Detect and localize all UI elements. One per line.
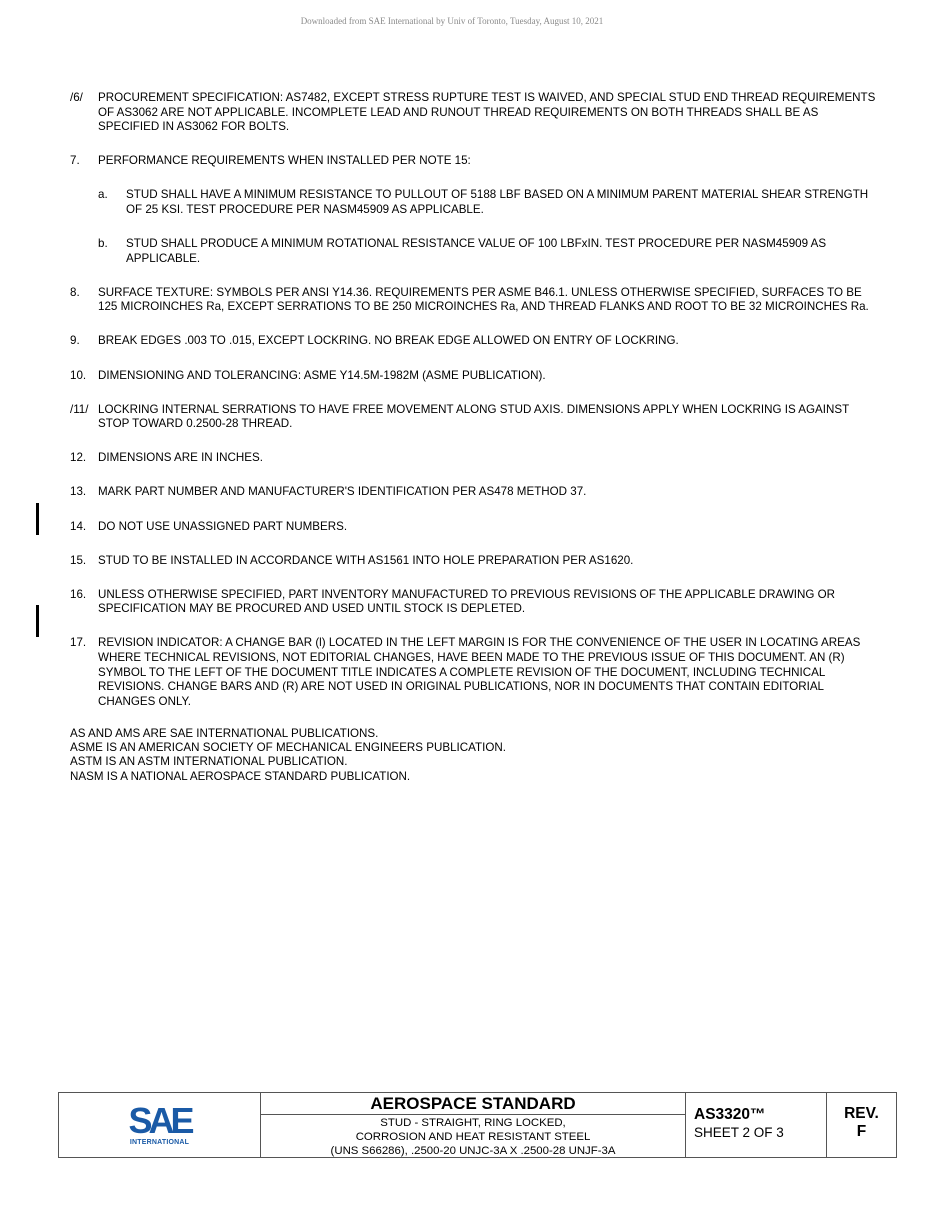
note-7: [70, 154, 880, 266]
note-text: DIMENSIONS ARE IN INCHES.: [98, 451, 263, 465]
download-watermark: Downloaded from SAE International by Univ of Toronto, Tuesday, August 10, 2021: [300, 16, 604, 26]
note-7a: [98, 188, 880, 217]
revision-cell: [827, 1093, 896, 1157]
note-text: DIMENSIONING AND TOLERANCING: ASME Y14.5M-1982M (ASME PUBLICATION).: [98, 368, 546, 382]
note-text: BREAK EDGES .003 TO .015, EXCEPT LOCKRING. NO BREAK EDGE ALLOWED ON ENTRY OF LOCKRING.: [98, 334, 679, 348]
note-13: [70, 485, 880, 500]
description-line: STUD - STRAIGHT, RING LOCKED,: [380, 1117, 566, 1129]
notes-section: [70, 91, 880, 784]
note-text: STUD TO BE INSTALLED IN ACCORDANCE WITH AS1561 INTO HOLE PREPARATION PER AS1620.: [98, 553, 634, 567]
revision-value: F: [856, 1123, 867, 1140]
document-number-cell: [686, 1093, 827, 1157]
title-cell: [261, 1093, 686, 1157]
publication-references: [70, 727, 880, 784]
sae-logo-letters: SAE: [128, 1100, 191, 1141]
note-7b: [98, 237, 880, 266]
document-number: AS3320™: [694, 1106, 766, 1123]
note-8: [70, 286, 880, 315]
note-number: /11/: [70, 402, 89, 416]
note-text: PERFORMANCE REQUIREMENTS WHEN INSTALLED PER NOTE 15:: [98, 154, 471, 168]
note-6: [70, 91, 880, 135]
note-15: [70, 554, 880, 569]
note-number: 9.: [70, 334, 80, 348]
note-number: 7.: [70, 154, 80, 168]
note-12: [70, 451, 880, 466]
note-text: LOCKRING INTERNAL SERRATIONS TO HAVE FREE MOVEMENT ALONG STUD AXIS. DIMENSIONS APPLY WHEN LOCKRING IS AGAINST STOP TOWARD 0.2500-28 THREAD.: [98, 402, 849, 431]
sae-logo: [59, 1093, 261, 1157]
note-number: 17.: [70, 636, 87, 650]
subnote-letter: a.: [98, 188, 108, 202]
note-text: UNLESS OTHERWISE SPECIFIED, PART INVENTORY MANUFACTURED TO PREVIOUS REVISIONS OF THE APPLICABLE DRAWING OR SPECIFICATION MAY BE PROCURED AND USED UNTIL STOCK IS DEPLETED.: [98, 587, 836, 616]
sheet-number: SHEET 2 OF 3: [694, 1125, 784, 1140]
reference-line: NASM IS A NATIONAL AEROSPACE STANDARD PUBLICATION.: [70, 769, 411, 783]
subnote-text: STUD SHALL PRODUCE A MINIMUM ROTATIONAL RESISTANCE VALUE OF 100 LBFxIN. TEST PROCEDURE PER NASM45909 AS APPLICABLE.: [126, 237, 827, 265]
note-11: [70, 403, 880, 432]
note-number: 8.: [70, 285, 80, 299]
revision-label: REV.: [844, 1105, 879, 1122]
note-text: SURFACE TEXTURE: SYMBOLS PER ANSI Y14.36. REQUIREMENTS PER ASME B46.1. UNLESS OTHERWISE SPECIFIED, SURFACES TO BE 125 MICROINCHES Ra, EXCEPT SERRATIONS TO BE 250 MICROINCHES Ra, AND THREAD FLANKS AND ROOT TO BE 32 MICROINCHES Ra.: [98, 285, 869, 314]
note-9: [70, 334, 880, 349]
note-number: 15.: [70, 553, 87, 567]
description-line: CORROSION AND HEAT RESISTANT STEEL: [355, 1131, 591, 1143]
subnote-letter: b.: [98, 237, 108, 251]
description-line: (UNS S66286), .2500-20 UNJC-3A X .2500-28 UNJF-3A: [330, 1145, 616, 1157]
note-text: MARK PART NUMBER AND MANUFACTURER'S IDENTIFICATION PER AS478 METHOD 37.: [98, 485, 587, 499]
note-number: 13.: [70, 485, 87, 499]
note-number: 12.: [70, 451, 87, 465]
note-14: [70, 520, 880, 535]
note-number: /6/: [70, 91, 83, 104]
reference-line: ASME IS AN AMERICAN SOCIETY OF MECHANICAL ENGINEERS PUBLICATION.: [70, 741, 506, 755]
note-text: PROCUREMENT SPECIFICATION: AS7482, EXCEPT STRESS RUPTURE TEST IS WAIVED, AND SPECIAL STUD END THREAD REQUIREMENTS OF AS3062 ARE NOT APPLICABLE. INCOMPLETE LEAD AND RUNOUT THREAD REQUIREMENTS ON BOTH THREADS SHALL BE AS SPECIFIED IN AS3062 FOR BOLTS.: [98, 91, 876, 134]
change-bar-note-13: [36, 503, 39, 535]
reference-line: ASTM IS AN ASTM INTERNATIONAL PUBLICATION.: [70, 755, 348, 769]
note-10: [70, 369, 880, 384]
note-number: 16.: [70, 587, 87, 601]
note-number: 14.: [70, 519, 87, 533]
subnote-text: STUD SHALL HAVE A MINIMUM RESISTANCE TO PULLOUT OF 5188 LBF BASED ON A MINIMUM PARENT MATERIAL SHEAR STRENGTH OF 25 KSI. TEST PROCEDURE PER NASM45909 AS APPLICABLE.: [126, 188, 869, 216]
note-17: [70, 636, 880, 709]
note-text: DO NOT USE UNASSIGNED PART NUMBERS.: [98, 519, 348, 533]
change-bar-note-16: [36, 605, 39, 637]
note-number: 10.: [70, 368, 87, 382]
sae-logo-subtitle: INTERNATIONAL: [129, 1139, 190, 1146]
part-description: [261, 1115, 685, 1158]
title-block: [58, 1092, 897, 1158]
note-text: REVISION INDICATOR: A CHANGE BAR (l) LOCATED IN THE LEFT MARGIN IS FOR THE CONVENIENCE OF THE USER IN LOCATING AREAS WHERE TECHNICAL REVISIONS, NOT EDITORIAL CHANGES, HAVE BEEN MADE TO THE PREVIOUS ISSUE OF THIS DOCUMENT. AN (R) SYMBOL TO THE LEFT OF THE DOCUMENT TITLE INDICATES A COMPLETE REVISION OF THE DOCUMENT, INCLUDING TECHNICAL REVISIONS. CHANGE BARS AND (R) ARE NOT USED IN ORIGINAL PUBLICATIONS, NOR IN DOCUMENTS THAT CONTAIN EDITORIAL CHANGES ONLY.: [98, 636, 861, 708]
note-16: [70, 588, 880, 617]
standard-heading: AEROSPACE STANDARD: [261, 1093, 685, 1115]
note-body: [98, 154, 880, 266]
reference-line: AS AND AMS ARE SAE INTERNATIONAL PUBLICATIONS.: [70, 726, 379, 740]
